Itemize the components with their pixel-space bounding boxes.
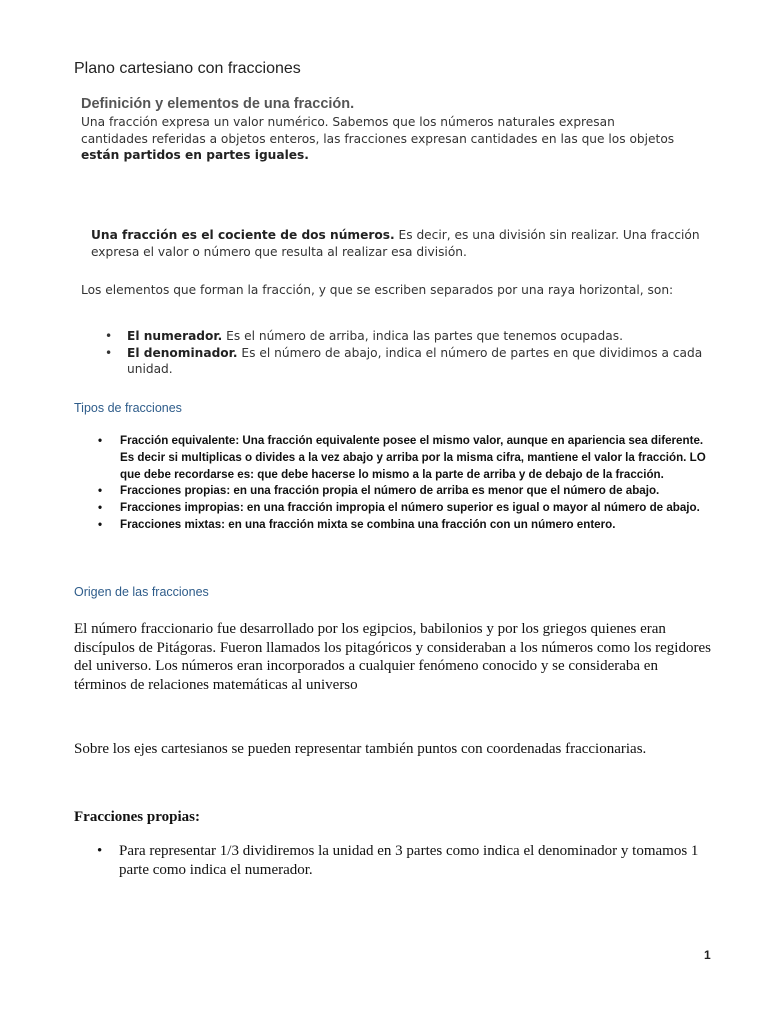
origen-heading: Origen de las fracciones (74, 585, 209, 599)
cartesian-paragraph: Sobre los ejes cartesianos se pueden representar también puntos con coordenadas fraccionarias. (74, 741, 647, 757)
definition-paragraph (81, 114, 681, 164)
denominator-text: Es el número de abajo, indica el número de partes en que dividimos a cada unidad. (127, 345, 703, 376)
bullet-icon: • (98, 484, 103, 498)
tipo-propias: Fracciones propias: en una fracción propia el número de arriba es menor que el número de abajo. (120, 484, 660, 498)
bullet-icon: • (105, 329, 113, 343)
tipo-equivalente: Fracción equivalente: Una fracción equivalente posee el mismo valor, aunque en apariencia sea diferente. Es decir si multiplicas o divides a la vez abajo y arriba por la misma cifra, mantiene el valor la fracción. LO que debe recordarse es: que debe hacerse lo mismo a la parte de arriba y de debajo de la fracción. (120, 434, 706, 481)
list-item (98, 483, 720, 500)
quote-text: Es decir, es una división sin realizar. Una fracción expresa el valor o número que resulta al realizar esa división. (91, 228, 700, 259)
propias-item-text: Para representar 1/3 dividiremos la unidad en 3 partes como indica el denominador y tomamos 1 parte como indica el numerador. (119, 843, 699, 878)
list-item (105, 328, 717, 345)
tipo-mixtas: Fracciones mixtas: en una fracción mixta se combina una fracción con un número entero. (120, 517, 616, 531)
denominator-label: El denominador. (127, 345, 238, 360)
page-number: 1 (704, 948, 711, 962)
bullet-icon: • (98, 434, 103, 447)
bullet-icon: • (98, 517, 103, 531)
numerator-text: Es el número de arriba, indica las partes que tenemos ocupadas. (222, 329, 623, 343)
origen-paragraph: El número fraccionario fue desarrollado por los egipcios, babilonios y por los griegos quienes eran discípulos de Pitágoras. Fueron llamados los pitagóricos y consideraban a los números como los regidores del universo. Los números eran incorporados a cualquier fenómeno conocido y se consideraba en términos de relaciones matemáticas al universo (74, 621, 711, 693)
page-title: Plano cartesiano con fracciones (74, 60, 301, 77)
quote-bold: Una fracción es el cociente de dos números. (91, 228, 395, 242)
propias-heading: Fracciones propias: (74, 809, 200, 825)
numerator-label: El numerador. (127, 329, 223, 343)
bullet-icon: • (105, 345, 113, 360)
definition-heading: Definición y elementos de una fracción. (81, 96, 355, 112)
list-item (98, 433, 720, 483)
propias-list (97, 842, 719, 879)
definition-text-bold: están partidos en partes iguales. (81, 148, 309, 162)
list-item (97, 842, 719, 879)
definition-text: Una fracción expresa un valor numérico. Sabemos que los números naturales expresan cantidades referidas a objetos enteros, las fracciones expresan cantidades en las que los objetos (81, 115, 675, 146)
tipo-impropias: Fracciones impropias: en una fracción impropia el número superior es igual o mayor al número de abajo. (120, 501, 700, 515)
elements-list (105, 328, 717, 378)
elements-intro: Los elementos que forman la fracción, y que se escriben separados por una raya horizontal, son: (81, 283, 674, 297)
list-item (105, 345, 717, 378)
list-item (98, 500, 720, 517)
fraction-quote (91, 227, 701, 260)
list-item (98, 517, 720, 534)
tipos-list (98, 433, 720, 534)
bullet-icon: • (98, 501, 103, 515)
bullet-icon: • (97, 843, 103, 859)
tipos-heading: Tipos de fracciones (74, 401, 182, 415)
